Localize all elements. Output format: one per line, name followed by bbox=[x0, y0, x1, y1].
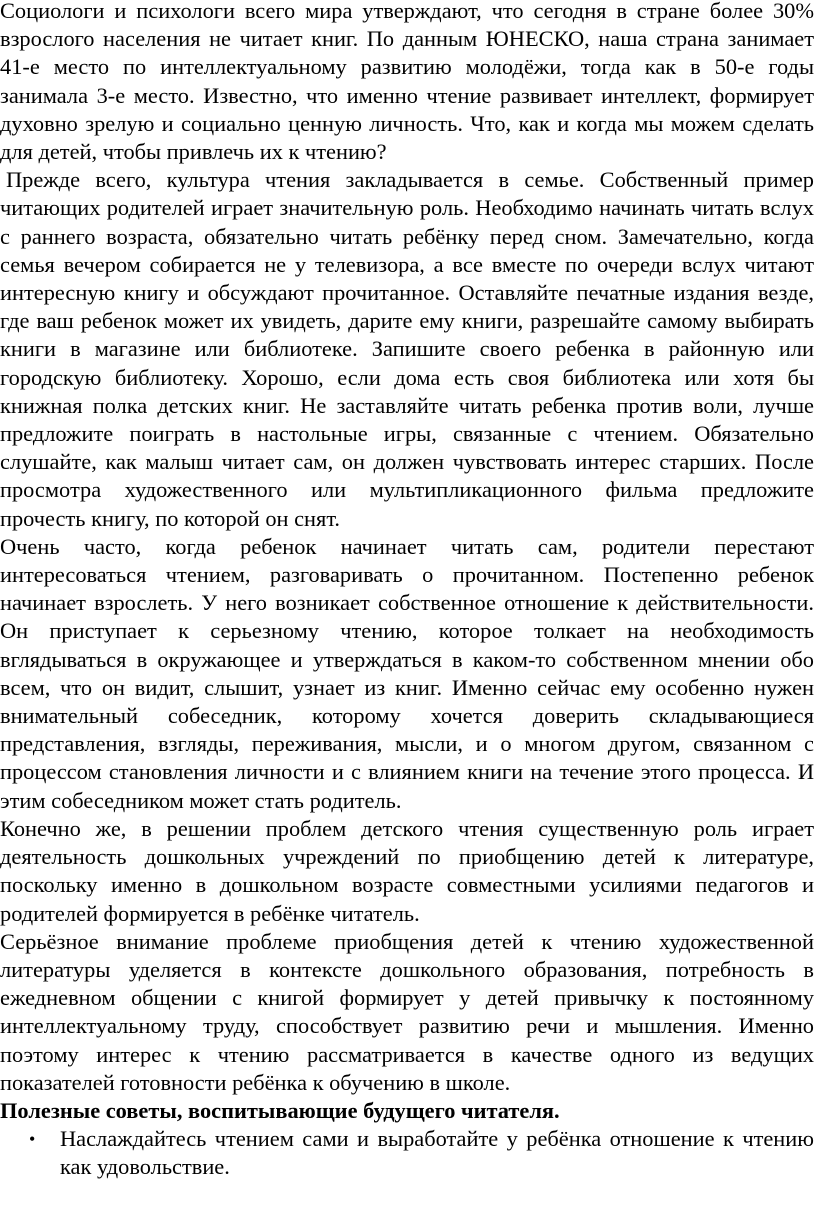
paragraph-preschool-role: Конечно же, в решении проблем детского чтения существенную роль играет деятельность дошкольных учреждений по приобщению детей к литературе, поскольку именно в дошкольном возрасте совместными усилиями педагогов и родителей формируется в ребёнке читатель. bbox=[0, 815, 814, 926]
bullet-icon: • bbox=[29, 1129, 36, 1150]
paragraph-intro: Социологи и психологи всего мира утверждают, что сегодня в стране более 30% взрослого населения не читает книг. По данным ЮНЕСКО, наша страна занимает 41-е место по интеллектуальному развитию молодёжи, тогда как в 50-е годы занимала 3-е место. Известно, что именно чтение развивает интеллект, формирует духовно зрелую и социально ценную личность. Что, как и когда мы можем сделать для детей, чтобы привлечь их к чтению? bbox=[0, 0, 814, 165]
tip-text: Наслаждайтесь чтением сами и выработайте у ребёнка отношение к чтению как удовольствие. bbox=[60, 1126, 814, 1180]
tips-heading: Полезные советы, воспитывающие будущего читателя. bbox=[0, 1097, 560, 1123]
paragraph-family-reading: Прежде всего, культура чтения закладывается в семье. Собственный пример читающих родителей играет значительную роль. Необходимо начинать читать вслух с раннего возраста, обязательно читать ребёнку перед сном. Замечательно, когда семья вечером собирается не у телевизора, а все вместе по очереди вслух читают интересную книгу и обсуждают прочитанное. Оставляйте печатные издания везде, где ваш ребенок может их увидеть, дарите ему книги, разрешайте самому выбирать книги в магазине или библиотеке. Запишите своего ребенка в районную или городскую библиотеку. Хорошо, если дома есть своя библиотека или хотя бы книжная полка детских книг. Не заставляйте читать ребенка против воли, лучше предложите поиграть в настольные игры, связанные с чтением. Обязательно слушайте, как малыш читает сам, он должен чувствовать интерес старших. После просмотра художественного или мультипликационного фильма предложите прочесть книгу, по которой он снят. bbox=[0, 167, 814, 531]
paragraph-preschool-education: Серьёзное внимание проблеме приобщения детей к чтению художественной литературы уделяется в контексте дошкольного образования, потребность в ежедневном общении с книгой формирует у детей привычку к постоянному интеллектуальному труду, способствует развитию речи и мышления. Именно поэтому интерес к чтению рассматривается в качестве одного из ведущих показателей готовности ребёнка к обучению в школе. bbox=[0, 928, 814, 1095]
list-item bbox=[29, 1125, 814, 1181]
paragraph-growing-child: Очень часто, когда ребенок начинает читать сам, родители перестают интересоваться чтением, разговаривать о прочитанном. Постепенно ребенок начинает взрослеть. У него возникает собственное отношение к действительности. Он приступает к серьезному чтению, которое толкает на необходимость вглядываться в окружающее и утверждаться в каком-то собственном мнении обо всем, что он видит, слышит, узнает из книг. Именно сейчас ему особенно нужен внимательный собеседник, которому хочется доверить складывающиеся представления, взгляды, переживания, мысли, и о многом другом, связанном с процессом становления личности и с влиянием книги на течение этого процесса. И этим собеседником может стать родитель. bbox=[0, 533, 814, 813]
tips-list bbox=[0, 1125, 814, 1181]
